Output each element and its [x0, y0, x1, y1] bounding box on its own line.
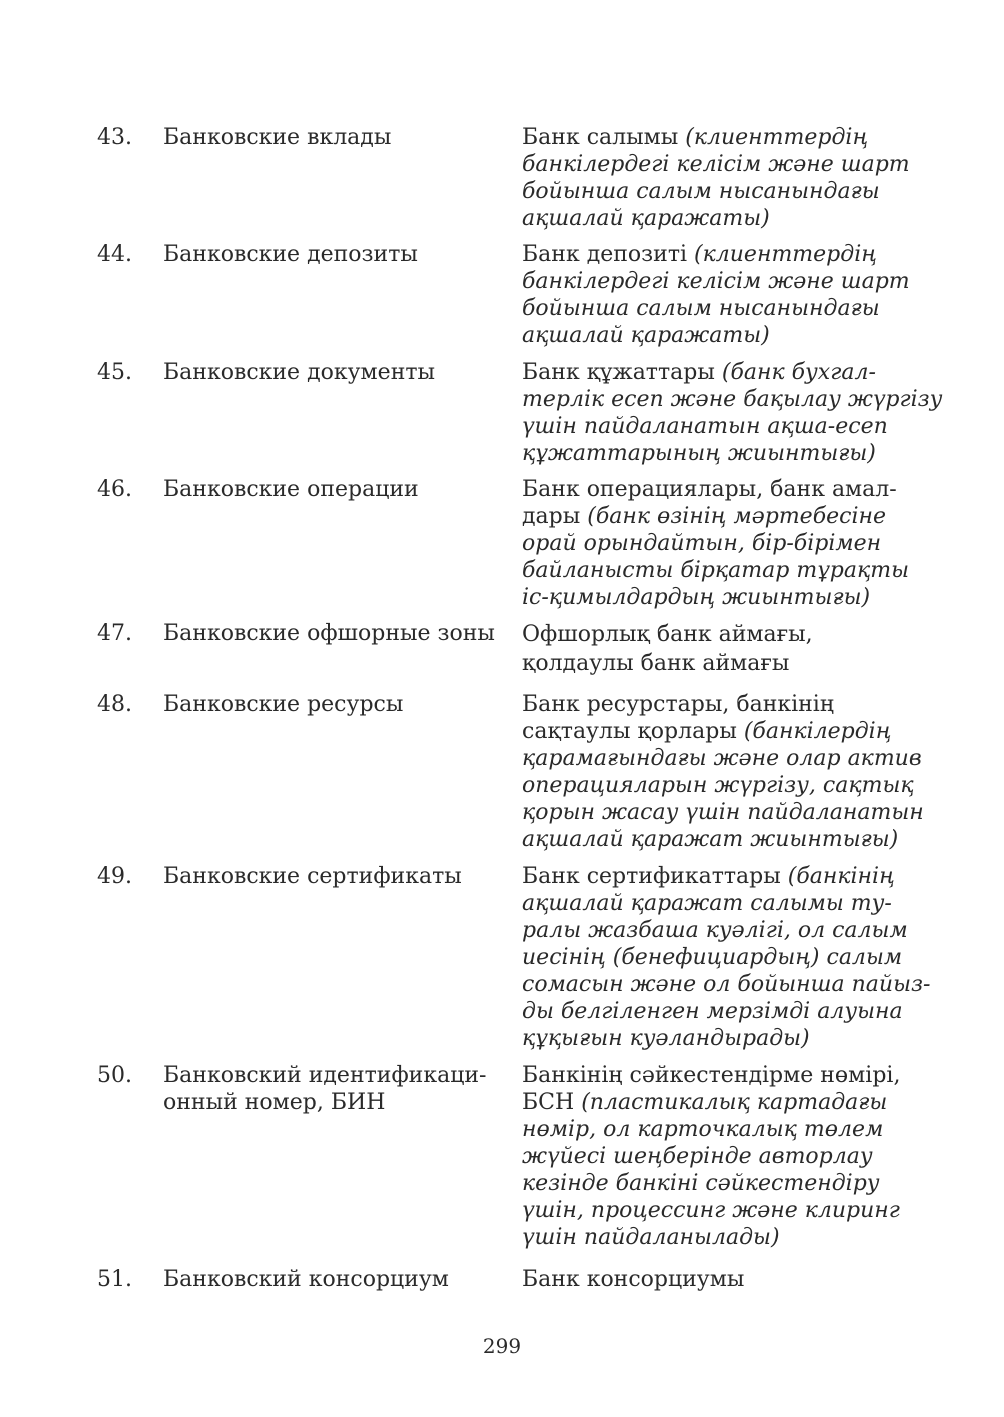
term-line: Банковские операции — [163, 477, 419, 502]
translation-note: ақшалай қаражат салымы ту- — [522, 891, 892, 916]
translation-note: (банк бухгал- — [721, 360, 876, 385]
translation-main: Банк салымы — [522, 125, 686, 150]
translation-note: операцияларын жүргізу, сақтық — [522, 773, 914, 798]
russian-term — [163, 863, 508, 890]
translation-note: (пластикалық картадағы — [581, 1090, 888, 1115]
kazakh-translation — [522, 1266, 942, 1293]
translation-note: банкілердегі келісім және шарт — [522, 152, 910, 177]
translation-line — [522, 944, 942, 971]
translation-main: Банк операциялары, банк амал- — [522, 477, 897, 502]
russian-term — [163, 476, 508, 503]
translation-line — [522, 386, 942, 413]
term-line: Банковские ресурсы — [163, 692, 404, 717]
translation-line — [522, 718, 942, 745]
translation-note: сомасын және ол бойынша пайыз- — [522, 972, 931, 997]
russian-term — [163, 124, 508, 151]
translation-note: бойынша салым нысанындағы — [522, 179, 880, 204]
translation-line — [522, 268, 942, 295]
translation-main: Банкінің сәйкестендірме нөмірі, — [522, 1063, 901, 1088]
translation-line — [522, 1266, 942, 1293]
translation-main: Банк сертификаттары — [522, 864, 788, 889]
kazakh-translation — [522, 359, 942, 467]
translation-main: дары — [522, 504, 588, 529]
translation-note: (банк өзінің мәртебесіне — [587, 504, 887, 529]
translation-line — [522, 917, 942, 944]
translation-main: қолдаулы банк аймағы — [522, 651, 790, 676]
entry-number: 49. — [97, 864, 132, 889]
translation-line — [522, 772, 942, 799]
translation-main: Банк депозиті — [522, 242, 695, 267]
translation-note: (клиенттердің — [685, 125, 869, 150]
kazakh-translation — [522, 124, 942, 232]
translation-note: құжаттарының жиынтығы) — [522, 441, 876, 466]
translation-line — [522, 649, 942, 678]
entry-number: 51. — [97, 1267, 132, 1292]
translation-note: иесінің (бенефициардың) салым — [522, 945, 903, 970]
translation-note: (банкілердің — [743, 719, 892, 744]
entry-number: 48. — [97, 692, 132, 717]
translation-note: бойынша салым нысанындағы — [522, 296, 880, 321]
translation-line — [522, 124, 942, 151]
translation-note: қорын жасау үшін пайдаланатын — [522, 800, 924, 825]
term-line: онный номер, БИН — [163, 1090, 386, 1115]
translation-note: ралы жазбаша куәлігі, ол салым — [522, 918, 908, 943]
entry-number: 47. — [97, 621, 132, 646]
translation-main: Банк ресурстары, банкінің — [522, 692, 834, 717]
translation-line — [522, 530, 942, 557]
translation-note: (банкінің — [787, 864, 895, 889]
translation-note: кезінде банкіні сәйкестендіру — [522, 1171, 880, 1196]
translation-line — [522, 557, 942, 584]
translation-note: (клиенттердің — [694, 242, 877, 267]
translation-main: Офшорлық банк аймағы, — [522, 622, 813, 647]
term-line: Банковские документы — [163, 360, 436, 385]
translation-note: іс-қимылдардың жиынтығы) — [522, 585, 871, 610]
translation-note: үшін, процессинг және клиринг — [522, 1198, 900, 1223]
translation-line — [522, 1197, 942, 1224]
translation-note: орай орындайтын, бір-бірімен — [522, 531, 882, 556]
entry-number: 50. — [97, 1063, 132, 1088]
translation-note: терлік есеп және бақылау жүргізу — [522, 387, 943, 412]
translation-line — [522, 440, 942, 467]
translation-line — [522, 1170, 942, 1197]
translation-line — [522, 863, 942, 890]
translation-line — [522, 476, 942, 503]
entry-number: 44. — [97, 242, 132, 267]
russian-term — [163, 1266, 508, 1293]
translation-line — [522, 503, 942, 530]
translation-main: сақтаулы қорлары — [522, 719, 744, 744]
translation-line — [522, 1025, 942, 1052]
kazakh-translation — [522, 691, 942, 853]
translation-line — [522, 1062, 942, 1089]
term-line: Банковский идентификаци- — [163, 1063, 487, 1088]
entry-number: 46. — [97, 477, 132, 502]
term-line: Банковские сертификаты — [163, 864, 462, 889]
translation-note: құқығын куәландырады) — [522, 1026, 810, 1051]
page-number: 299 — [482, 1334, 522, 1358]
translation-note: байланысты бірқатар тұрақты — [522, 558, 910, 583]
translation-line — [522, 241, 942, 268]
kazakh-translation — [522, 620, 942, 678]
translation-line — [522, 413, 942, 440]
translation-line — [522, 584, 942, 611]
translation-note: нөмір, ол карточкалық төлем — [522, 1117, 884, 1142]
translation-note: үшін пайдаланатын ақша-есеп — [522, 414, 888, 439]
term-line: Банковские вклады — [163, 125, 392, 150]
term-line: Банковский консорциум — [163, 1267, 449, 1292]
entry-number: 43. — [97, 125, 132, 150]
translation-line — [522, 691, 942, 718]
russian-term — [163, 1062, 508, 1116]
translation-line — [522, 745, 942, 772]
russian-term — [163, 241, 508, 268]
term-line: Банковские офшорные зоны — [163, 621, 495, 646]
translation-line — [522, 322, 942, 349]
kazakh-translation — [522, 863, 942, 1052]
translation-note: банкілердегі келісім және шарт — [522, 269, 910, 294]
translation-line — [522, 971, 942, 998]
translation-line — [522, 826, 942, 853]
term-line: Банковские депозиты — [163, 242, 418, 267]
translation-note: ақшалай қаражаты) — [522, 206, 770, 231]
translation-line — [522, 178, 942, 205]
translation-note: ды белгіленген мерзімді алуына — [522, 999, 903, 1024]
translation-line — [522, 359, 942, 386]
translation-line — [522, 1116, 942, 1143]
entry-number: 45. — [97, 360, 132, 385]
translation-line — [522, 998, 942, 1025]
translation-line — [522, 620, 942, 649]
translation-line — [522, 799, 942, 826]
translation-main: БСН — [522, 1090, 582, 1115]
translation-line — [522, 1224, 942, 1251]
translation-main: Банк құжаттары — [522, 360, 722, 385]
kazakh-translation — [522, 241, 942, 349]
russian-term — [163, 359, 508, 386]
russian-term — [163, 691, 508, 718]
translation-line — [522, 1143, 942, 1170]
kazakh-translation — [522, 1062, 942, 1251]
kazakh-translation — [522, 476, 942, 611]
translation-note: ақшалай қаражаты) — [522, 323, 770, 348]
translation-line — [522, 890, 942, 917]
translation-note: үшін пайдаланылады) — [522, 1225, 780, 1250]
translation-note: жүйесі шеңберінде авторлау — [522, 1144, 873, 1169]
translation-note: ақшалай қаражат жиынтығы) — [522, 827, 899, 852]
translation-line — [522, 295, 942, 322]
translation-line — [522, 1089, 942, 1116]
translation-line — [522, 205, 942, 232]
russian-term — [163, 620, 508, 647]
translation-main: Банк консорциумы — [522, 1267, 745, 1292]
translation-line — [522, 151, 942, 178]
translation-note: қарамағындағы және олар актив — [522, 746, 922, 771]
